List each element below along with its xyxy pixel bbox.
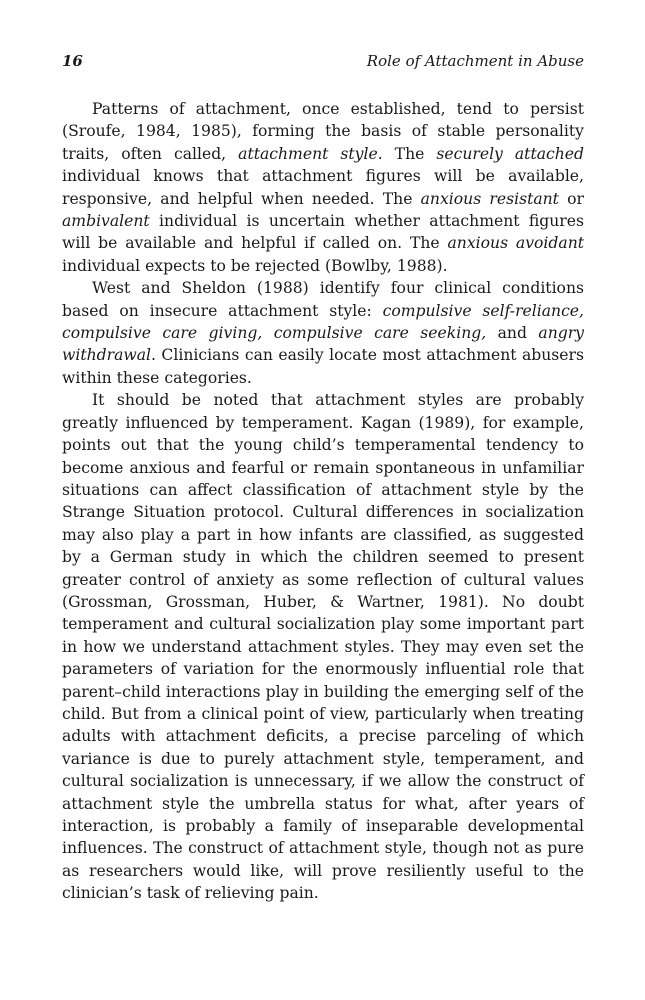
italic-phrase: securely attached: [436, 144, 584, 163]
text-run: West and Sheldon (1988) identify four clinical conditions based on insecure attachment style:: [62, 279, 584, 320]
text-run: . Clinicians can easily locate most attachment abusers within these categories.: [62, 346, 584, 387]
paragraph-2: [62, 277, 584, 389]
text-run: and: [486, 324, 539, 343]
italic-phrase: anxious avoidant: [447, 234, 584, 253]
running-header: [62, 52, 584, 74]
text-run: individual expects to be rejected (Bowlby, 1988).: [62, 256, 448, 275]
text-run: It should be noted that attachment styles are probably greatly influenced by temperament. Kagan (1989), for example, points out that the young child’s temperamental tendency to become anxious and fearful or remain spontaneous in unfamiliar situations can affect classification of attachment style by the Strange Situation protocol. Cultural differences in socialization may also play a part in how infants are classified, as suggested by a German study in which the children seemed to present greater control of anxiety as some reflection of cultural values (Grossman, Grossman, Huber, & Wartner, 1981). No doubt temperament and cultural socialization play some important part in how we understand attachment styles. They may even set the parameters of variation for the enormously influential role that parent–child interactions play in building the emerging self of the child. But from a clinical point of view, particularly when treating adults with attachment deficits, a precise parceling of which variance is due to purely attachment style, temperament, and cultural socialization is unnecessary, if we allow the construct of attachment style the umbrella status for what, after years of interaction, is probably a family of inseparable developmental influences. The construct of attachment style, though not as pure as researchers would like, will prove resiliently useful to the clinician’s task of relieving pain.: [62, 391, 584, 903]
text-run: individual knows that attachment figures will be available, responsive, and helpful when needed. The: [62, 167, 584, 208]
italic-phrase: anxious resistant: [420, 189, 559, 208]
italic-phrase: angry withdrawal: [62, 324, 584, 365]
italic-phrase: compulsive self-reliance, compulsive care giving, compulsive care seeking,: [62, 301, 584, 343]
book-page: [62, 52, 584, 905]
italic-phrase: attachment style: [238, 144, 378, 163]
text-run: individual is uncertain whether attachment figures will be available and helpful if called on. The: [62, 212, 584, 253]
text-run: . The: [377, 144, 437, 163]
body-text: [62, 98, 584, 905]
text-run: Patterns of attachment, once established, tend to persist (Sroufe, 1984, 1985), forming the basis of stable personality traits, often called,: [62, 100, 584, 163]
italic-phrase: ambivalent: [62, 212, 150, 231]
running-title: Role of Attachment in Abuse: [366, 52, 584, 70]
paragraph-3: [62, 389, 584, 904]
text-run: or: [558, 189, 584, 208]
page-number: 16: [62, 52, 83, 70]
paragraph-1: [62, 98, 584, 277]
